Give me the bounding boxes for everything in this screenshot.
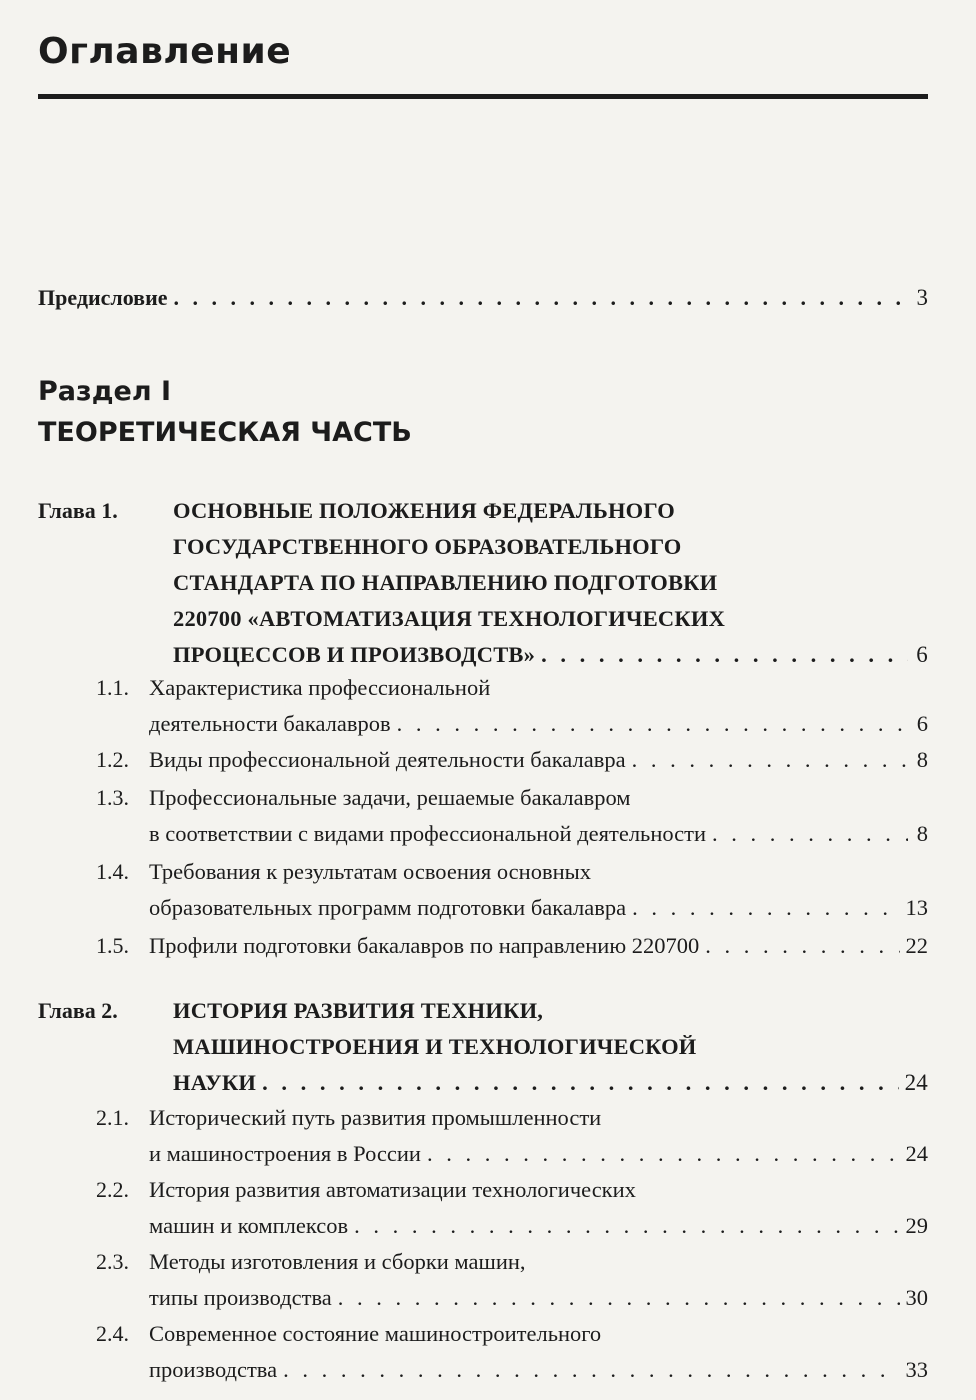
chapter-title-line: ИСТОРИЯ РАЗВИТИЯ ТЕХНИКИ, bbox=[173, 998, 544, 1023]
leader-dots bbox=[632, 890, 899, 926]
entry-title: типы производства bbox=[149, 1285, 332, 1310]
leader-dots bbox=[427, 1136, 900, 1172]
entry-title: Виды профессиональной деятельности бакалавра bbox=[149, 747, 626, 772]
entry-title: Профили подготовки бакалавров по направлению 220700 bbox=[149, 933, 700, 958]
toc-entry-1-4[interactable] bbox=[38, 854, 928, 928]
section-number: 2.1. bbox=[96, 1105, 129, 1130]
toc-entry-preface[interactable] bbox=[38, 280, 928, 316]
section-number: 1.3. bbox=[96, 785, 129, 810]
chapter-label: Глава 2. bbox=[38, 998, 118, 1023]
toc-entry-2-1[interactable] bbox=[38, 1100, 928, 1172]
chapter-title-line: ОСНОВНЫЕ ПОЛОЖЕНИЯ ФЕДЕРАЛЬНОГО bbox=[173, 498, 676, 523]
toc-entry-1-1[interactable] bbox=[38, 670, 928, 742]
title-divider bbox=[38, 94, 928, 99]
leader-dots bbox=[354, 1208, 899, 1244]
entry-title: образовательных программ подготовки бакалавра bbox=[149, 895, 627, 920]
entry-title: Методы изготовления и сборки машин, bbox=[149, 1249, 526, 1274]
chapter-title-line: НАУКИ bbox=[173, 1070, 257, 1095]
toc-entry-1-2[interactable] bbox=[38, 742, 928, 780]
section-number: 1.5. bbox=[96, 933, 129, 958]
page-number: 22 bbox=[905, 933, 928, 958]
leader-dots bbox=[632, 742, 908, 778]
page-number: 13 bbox=[905, 895, 928, 920]
page-number: 6 bbox=[916, 711, 928, 736]
section-number: 1.4. bbox=[96, 859, 129, 884]
chapter-title-line: СТАНДАРТА ПО НАПРАВЛЕНИЮ ПОДГОТОВКИ bbox=[173, 570, 718, 595]
entry-title: Требования к результатам освоения основных bbox=[149, 859, 591, 884]
leader-dots bbox=[397, 706, 908, 742]
page-number: 8 bbox=[916, 821, 928, 846]
toc-chapter-1[interactable] bbox=[38, 493, 928, 673]
toc-entry-2-2[interactable] bbox=[38, 1172, 928, 1244]
leader-dots bbox=[283, 1352, 899, 1388]
section-title: ТЕОРЕТИЧЕСКАЯ ЧАСТЬ bbox=[38, 417, 412, 448]
entry-title: Современное состояние машиностроительного bbox=[149, 1321, 602, 1346]
entry-title: деятельности бакалавров bbox=[149, 711, 391, 736]
page-number: 8 bbox=[916, 747, 928, 772]
page-number: 30 bbox=[905, 1285, 928, 1310]
chapter-2-sections bbox=[38, 1100, 928, 1388]
page-number: 6 bbox=[916, 642, 928, 667]
toc-entry-1-3[interactable] bbox=[38, 780, 928, 854]
section-number: 1.2. bbox=[96, 747, 129, 772]
page-number: 3 bbox=[916, 285, 928, 310]
leader-dots bbox=[262, 1065, 898, 1101]
section-number: 2.2. bbox=[96, 1177, 129, 1202]
entry-title: История развития автоматизации технологических bbox=[149, 1177, 636, 1202]
section-number: 2.3. bbox=[96, 1249, 129, 1274]
entry-title: машин и комплексов bbox=[149, 1213, 349, 1238]
leader-dots bbox=[712, 816, 908, 852]
section-number: Раздел I bbox=[38, 376, 172, 407]
leader-dots bbox=[541, 637, 908, 673]
entry-title: Предисловие bbox=[38, 285, 168, 310]
entry-title: производства bbox=[149, 1357, 278, 1382]
page-title: Оглавление bbox=[38, 31, 292, 72]
entry-title: и машиностроения в России bbox=[149, 1141, 421, 1166]
page-number: 29 bbox=[905, 1213, 928, 1238]
chapter-title-line: ГОСУДАРСТВЕННОГО ОБРАЗОВАТЕЛЬНОГО bbox=[173, 534, 682, 559]
chapter-title-line: 220700 «АВТОМАТИЗАЦИЯ ТЕХНОЛОГИЧЕСКИХ bbox=[173, 606, 726, 631]
page-number: 33 bbox=[905, 1357, 928, 1382]
section-number: 2.4. bbox=[96, 1321, 129, 1346]
leader-dots bbox=[705, 928, 899, 964]
chapter-1-sections bbox=[38, 670, 928, 966]
entry-title: Характеристика профессиональной bbox=[149, 675, 491, 700]
toc-entry-1-5[interactable] bbox=[38, 928, 928, 966]
entry-title: Исторический путь развития промышленности bbox=[149, 1105, 602, 1130]
section-number: 1.1. bbox=[96, 675, 129, 700]
leader-dots bbox=[338, 1280, 900, 1316]
entry-title: Профессиональные задачи, решаемые бакалавром bbox=[149, 785, 631, 810]
toc-entry-2-3[interactable] bbox=[38, 1244, 928, 1316]
toc-chapter-2[interactable] bbox=[38, 993, 928, 1101]
chapter-label: Глава 1. bbox=[38, 498, 118, 523]
chapter-title-line: МАШИНОСТРОЕНИЯ И ТЕХНОЛОГИЧЕСКОЙ bbox=[173, 1034, 697, 1059]
page-number: 24 bbox=[905, 1141, 928, 1166]
leader-dots bbox=[174, 280, 908, 316]
page-number: 24 bbox=[904, 1070, 928, 1095]
entry-title: в соответствии с видами профессиональной деятельности bbox=[149, 821, 707, 846]
toc-entry-2-4[interactable] bbox=[38, 1316, 928, 1388]
chapter-title-line: ПРОЦЕССОВ И ПРОИЗВОДСТВ» bbox=[173, 642, 536, 667]
